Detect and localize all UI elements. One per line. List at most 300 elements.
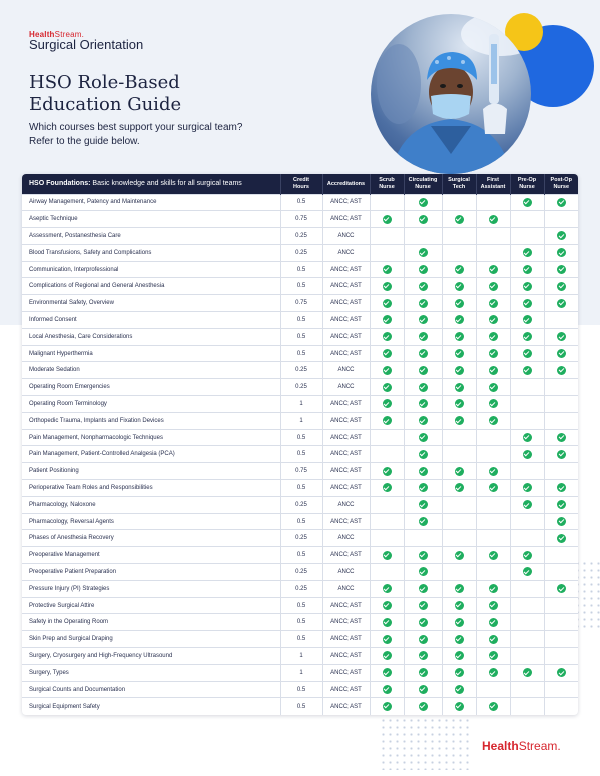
role-cell [544, 681, 578, 698]
checkmark-icon [383, 651, 392, 660]
table-row [22, 530, 578, 547]
role-cell [370, 211, 404, 228]
role-cell [476, 312, 510, 329]
credit-hours: 0.5 [280, 194, 322, 211]
credit-hours: 0.25 [280, 564, 322, 581]
role-cell [404, 463, 442, 480]
checkmark-icon [523, 198, 532, 207]
checkmark-icon [557, 282, 566, 291]
checkmark-icon [455, 618, 464, 627]
table-row [22, 362, 578, 379]
checkmark-icon [489, 315, 498, 324]
role-cell [370, 698, 404, 715]
table-row [22, 513, 578, 530]
role-cell [544, 614, 578, 631]
role-cell [370, 244, 404, 261]
role-cell [442, 614, 476, 631]
role-cell [510, 228, 544, 245]
role-cell [404, 362, 442, 379]
role-cell [544, 396, 578, 413]
credit-hours: 1 [280, 412, 322, 429]
role-cell [544, 412, 578, 429]
role-cell [442, 362, 476, 379]
checkmark-icon [419, 668, 428, 677]
credit-hours: 0.75 [280, 463, 322, 480]
course-name: Airway Management, Patency and Maintenance [22, 194, 280, 211]
accreditations: ANCC [322, 362, 370, 379]
role-cell [404, 228, 442, 245]
role-cell [476, 379, 510, 396]
checkmark-icon [557, 248, 566, 257]
checkmark-icon [557, 668, 566, 677]
role-cell [510, 614, 544, 631]
checkmark-icon [489, 668, 498, 677]
surgeon-photo [371, 14, 531, 174]
checkmark-icon [419, 282, 428, 291]
role-cell [370, 681, 404, 698]
product-name: Surgical Orientation [29, 37, 144, 52]
checkmark-icon [455, 299, 464, 308]
role-cell [544, 244, 578, 261]
role-cell [544, 379, 578, 396]
role-cell [370, 278, 404, 295]
role-cell [404, 379, 442, 396]
accreditations: ANCC [322, 379, 370, 396]
checkmark-icon [557, 534, 566, 543]
table-section-title: HSO Foundations: Basic knowledge and skills for all surgical teams [29, 179, 242, 187]
column-post-op-nurse: Post-Op Nurse [544, 174, 578, 194]
checkmark-icon [419, 635, 428, 644]
role-cell [442, 463, 476, 480]
credit-hours: 0.25 [280, 228, 322, 245]
table-body [22, 194, 578, 715]
table-row [22, 429, 578, 446]
credit-hours: 0.5 [280, 345, 322, 362]
role-cell [370, 194, 404, 211]
accreditations: ANCC; AST [322, 698, 370, 715]
checkmark-icon [383, 618, 392, 627]
role-cell [442, 698, 476, 715]
role-cell [370, 362, 404, 379]
role-cell [442, 597, 476, 614]
role-cell [510, 261, 544, 278]
checkmark-icon [557, 349, 566, 358]
role-cell [404, 412, 442, 429]
checkmark-icon [419, 584, 428, 593]
course-name: Moderate Sedation [22, 362, 280, 379]
role-cell [476, 580, 510, 597]
checkmark-icon [557, 433, 566, 442]
checkmark-icon [383, 349, 392, 358]
intro-line-2: Refer to the guide below. [29, 136, 140, 147]
table-row [22, 614, 578, 631]
checkmark-icon [557, 500, 566, 509]
credit-hours: 0.5 [280, 513, 322, 530]
role-cell [370, 580, 404, 597]
role-cell [544, 463, 578, 480]
checkmark-icon [489, 635, 498, 644]
role-cell [510, 379, 544, 396]
checkmark-icon [383, 383, 392, 392]
checkmark-icon [523, 366, 532, 375]
role-cell [476, 211, 510, 228]
accreditations: ANCC; AST [322, 446, 370, 463]
table-row [22, 312, 578, 329]
role-cell [404, 194, 442, 211]
checkmark-icon [419, 567, 428, 576]
checkmark-icon [523, 248, 532, 257]
credit-hours: 0.25 [280, 244, 322, 261]
role-cell [476, 328, 510, 345]
checkmark-icon [383, 483, 392, 492]
role-cell [476, 345, 510, 362]
role-cell [476, 261, 510, 278]
role-cell [370, 228, 404, 245]
role-cell [370, 564, 404, 581]
column-pre-op-nurse: Pre-Op Nurse [510, 174, 544, 194]
checkmark-icon [383, 299, 392, 308]
checkmark-icon [419, 483, 428, 492]
education-guide-table [22, 174, 578, 715]
checkmark-icon [557, 584, 566, 593]
table-header-row [22, 174, 578, 194]
credit-hours: 0.25 [280, 580, 322, 597]
role-cell [442, 547, 476, 564]
checkmark-icon [523, 315, 532, 324]
column-surgical-tech: Surgical Tech [442, 174, 476, 194]
credit-hours: 0.25 [280, 362, 322, 379]
table-row [22, 211, 578, 228]
checkmark-icon [455, 651, 464, 660]
checkmark-icon [455, 282, 464, 291]
column-accreditations: Accreditations [322, 174, 370, 194]
table-row [22, 261, 578, 278]
table-row [22, 580, 578, 597]
table-row [22, 463, 578, 480]
role-cell [442, 345, 476, 362]
table-row [22, 648, 578, 665]
course-name: Surgical Equipment Safety [22, 698, 280, 715]
accreditations: ANCC; AST [322, 412, 370, 429]
role-cell [404, 496, 442, 513]
role-cell [442, 480, 476, 497]
role-cell [544, 513, 578, 530]
role-cell [404, 261, 442, 278]
course-name: Surgery, Cryosurgery and High-Frequency Ultrasound [22, 648, 280, 665]
dot-pattern [380, 710, 470, 770]
role-cell [510, 194, 544, 211]
role-cell [544, 496, 578, 513]
role-cell [544, 211, 578, 228]
role-cell [544, 631, 578, 648]
table-row [22, 597, 578, 614]
role-cell [510, 513, 544, 530]
credit-hours: 0.5 [280, 681, 322, 698]
role-cell [370, 597, 404, 614]
credit-hours: 0.75 [280, 295, 322, 312]
checkmark-icon [455, 383, 464, 392]
checkmark-icon [419, 500, 428, 509]
role-cell [404, 396, 442, 413]
accreditations: ANCC; AST [322, 429, 370, 446]
table-row [22, 278, 578, 295]
table-row [22, 295, 578, 312]
role-cell [544, 547, 578, 564]
role-cell [404, 345, 442, 362]
credit-hours: 0.25 [280, 530, 322, 547]
role-cell [510, 211, 544, 228]
role-cell [442, 530, 476, 547]
role-cell [370, 614, 404, 631]
role-cell [510, 698, 544, 715]
role-cell [442, 379, 476, 396]
intro-line-1: Which courses best support your surgical team? [29, 122, 243, 133]
role-cell [404, 614, 442, 631]
role-cell [404, 328, 442, 345]
credit-hours: 0.25 [280, 379, 322, 396]
checkmark-icon [489, 332, 498, 341]
role-cell [510, 396, 544, 413]
role-cell [510, 530, 544, 547]
role-cell [404, 312, 442, 329]
credit-hours: 0.5 [280, 261, 322, 278]
role-cell [544, 429, 578, 446]
checkmark-icon [523, 349, 532, 358]
role-cell [404, 480, 442, 497]
checkmark-icon [383, 315, 392, 324]
accreditations: ANCC [322, 228, 370, 245]
role-cell [404, 648, 442, 665]
role-cell [370, 412, 404, 429]
checkmark-icon [383, 282, 392, 291]
checkmark-icon [489, 651, 498, 660]
accreditations: ANCC; AST [322, 328, 370, 345]
accreditations: ANCC; AST [322, 681, 370, 698]
checkmark-icon [523, 567, 532, 576]
role-cell [476, 480, 510, 497]
checkmark-icon [383, 399, 392, 408]
table-row [22, 698, 578, 715]
checkmark-icon [419, 399, 428, 408]
table-row [22, 412, 578, 429]
checkmark-icon [455, 265, 464, 274]
checkmark-icon [383, 366, 392, 375]
course-name: Perioperative Team Roles and Responsibilities [22, 480, 280, 497]
role-cell [476, 463, 510, 480]
accreditations: ANCC; AST [322, 261, 370, 278]
course-name: Phases of Anesthesia Recovery [22, 530, 280, 547]
accreditations: ANCC [322, 564, 370, 581]
checkmark-icon [419, 366, 428, 375]
accreditations: ANCC; AST [322, 614, 370, 631]
role-cell [370, 312, 404, 329]
course-name: Operating Room Emergencies [22, 379, 280, 396]
accreditations: ANCC [322, 530, 370, 547]
role-cell [476, 244, 510, 261]
role-cell [442, 648, 476, 665]
role-cell [442, 194, 476, 211]
role-cell [404, 513, 442, 530]
role-cell [404, 564, 442, 581]
course-name: Operating Room Terminology [22, 396, 280, 413]
checkmark-icon [523, 332, 532, 341]
accreditations: ANCC; AST [322, 648, 370, 665]
checkmark-icon [489, 399, 498, 408]
role-cell [476, 597, 510, 614]
role-cell [510, 328, 544, 345]
course-name: Assessment, Postanesthesia Care [22, 228, 280, 245]
table-row [22, 446, 578, 463]
checkmark-icon [557, 231, 566, 240]
checkmark-icon [523, 282, 532, 291]
role-cell [544, 698, 578, 715]
checkmark-icon [455, 416, 464, 425]
role-cell [476, 530, 510, 547]
credit-hours: 0.5 [280, 547, 322, 564]
checkmark-icon [383, 416, 392, 425]
role-cell [370, 547, 404, 564]
role-cell [510, 564, 544, 581]
accreditations: ANCC; AST [322, 312, 370, 329]
table-row [22, 345, 578, 362]
checkmark-icon [383, 265, 392, 274]
role-cell [442, 664, 476, 681]
checkmark-icon [489, 467, 498, 476]
table-row [22, 379, 578, 396]
checkmark-icon [489, 282, 498, 291]
role-cell [404, 530, 442, 547]
table-row [22, 564, 578, 581]
checkmark-icon [489, 383, 498, 392]
role-cell [476, 412, 510, 429]
role-cell [544, 278, 578, 295]
course-name: Pressure Injury (PI) Strategies [22, 580, 280, 597]
checkmark-icon [419, 299, 428, 308]
role-cell [442, 328, 476, 345]
checkmark-icon [383, 332, 392, 341]
role-cell [404, 597, 442, 614]
role-cell [476, 396, 510, 413]
role-cell [442, 211, 476, 228]
accreditations: ANCC [322, 244, 370, 261]
checkmark-icon [489, 618, 498, 627]
checkmark-icon [523, 668, 532, 677]
role-cell [404, 429, 442, 446]
table-row [22, 228, 578, 245]
role-cell [442, 396, 476, 413]
checkmark-icon [419, 383, 428, 392]
checkmark-icon [383, 584, 392, 593]
role-cell [544, 228, 578, 245]
credit-hours: 0.75 [280, 211, 322, 228]
role-cell [370, 463, 404, 480]
course-name: Environmental Safety, Overview [22, 295, 280, 312]
course-name: Protective Surgical Attire [22, 597, 280, 614]
role-cell [476, 564, 510, 581]
accreditations: ANCC [322, 580, 370, 597]
role-cell [442, 446, 476, 463]
role-cell [510, 463, 544, 480]
checkmark-icon [383, 551, 392, 560]
title-line-2: Education Guide [29, 94, 182, 115]
checkmark-icon [383, 668, 392, 677]
accreditations: ANCC; AST [322, 664, 370, 681]
course-name: Pain Management, Nonpharmacologic Techniques [22, 429, 280, 446]
credit-hours: 0.5 [280, 278, 322, 295]
credit-hours: 1 [280, 648, 322, 665]
role-cell [370, 396, 404, 413]
table-row [22, 244, 578, 261]
course-name: Blood Transfusions, Safety and Complications [22, 244, 280, 261]
role-cell [370, 328, 404, 345]
role-cell [370, 664, 404, 681]
credit-hours: 1 [280, 664, 322, 681]
role-cell [442, 429, 476, 446]
role-cell [544, 446, 578, 463]
credit-hours: 0.5 [280, 312, 322, 329]
accreditations: ANCC; AST [322, 547, 370, 564]
title-line-1: HSO Role-Based [29, 72, 180, 93]
column-credit-hours: Credit Hours [280, 174, 322, 194]
role-cell [370, 345, 404, 362]
course-name: Informed Consent [22, 312, 280, 329]
table-row [22, 396, 578, 413]
role-cell [404, 211, 442, 228]
checkmark-icon [419, 215, 428, 224]
credit-hours: 0.5 [280, 429, 322, 446]
column-scrub-nurse: Scrub Nurse [370, 174, 404, 194]
course-name: Pharmacology, Naloxone [22, 496, 280, 513]
credit-hours: 0.25 [280, 496, 322, 513]
checkmark-icon [455, 702, 464, 711]
role-cell [404, 580, 442, 597]
table-row [22, 194, 578, 211]
role-cell [442, 228, 476, 245]
column-first-assistant: First Assistant [476, 174, 510, 194]
role-cell [510, 480, 544, 497]
checkmark-icon [455, 685, 464, 694]
healthstream-logo-small: HealthStream. [29, 30, 85, 39]
credit-hours: 0.5 [280, 698, 322, 715]
role-cell [476, 614, 510, 631]
role-cell [476, 429, 510, 446]
checkmark-icon [419, 265, 428, 274]
role-cell [404, 681, 442, 698]
checkmark-icon [419, 685, 428, 694]
table-row [22, 547, 578, 564]
column-circulating-nurse: Circulating Nurse [404, 174, 442, 194]
role-cell [476, 496, 510, 513]
checkmark-icon [489, 299, 498, 308]
role-cell [510, 295, 544, 312]
checkmark-icon [419, 332, 428, 341]
role-cell [476, 648, 510, 665]
role-cell [442, 580, 476, 597]
checkmark-icon [455, 635, 464, 644]
checkmark-icon [455, 215, 464, 224]
checkmark-icon [489, 601, 498, 610]
role-cell [442, 681, 476, 698]
role-cell [404, 278, 442, 295]
checkmark-icon [383, 467, 392, 476]
checkmark-icon [419, 702, 428, 711]
checkmark-icon [419, 349, 428, 358]
checkmark-icon [523, 551, 532, 560]
checkmark-icon [557, 198, 566, 207]
accreditations: ANCC; AST [322, 396, 370, 413]
course-name: Orthopedic Trauma, Implants and Fixation Devices [22, 412, 280, 429]
course-name: Safety in the Operating Room [22, 614, 280, 631]
